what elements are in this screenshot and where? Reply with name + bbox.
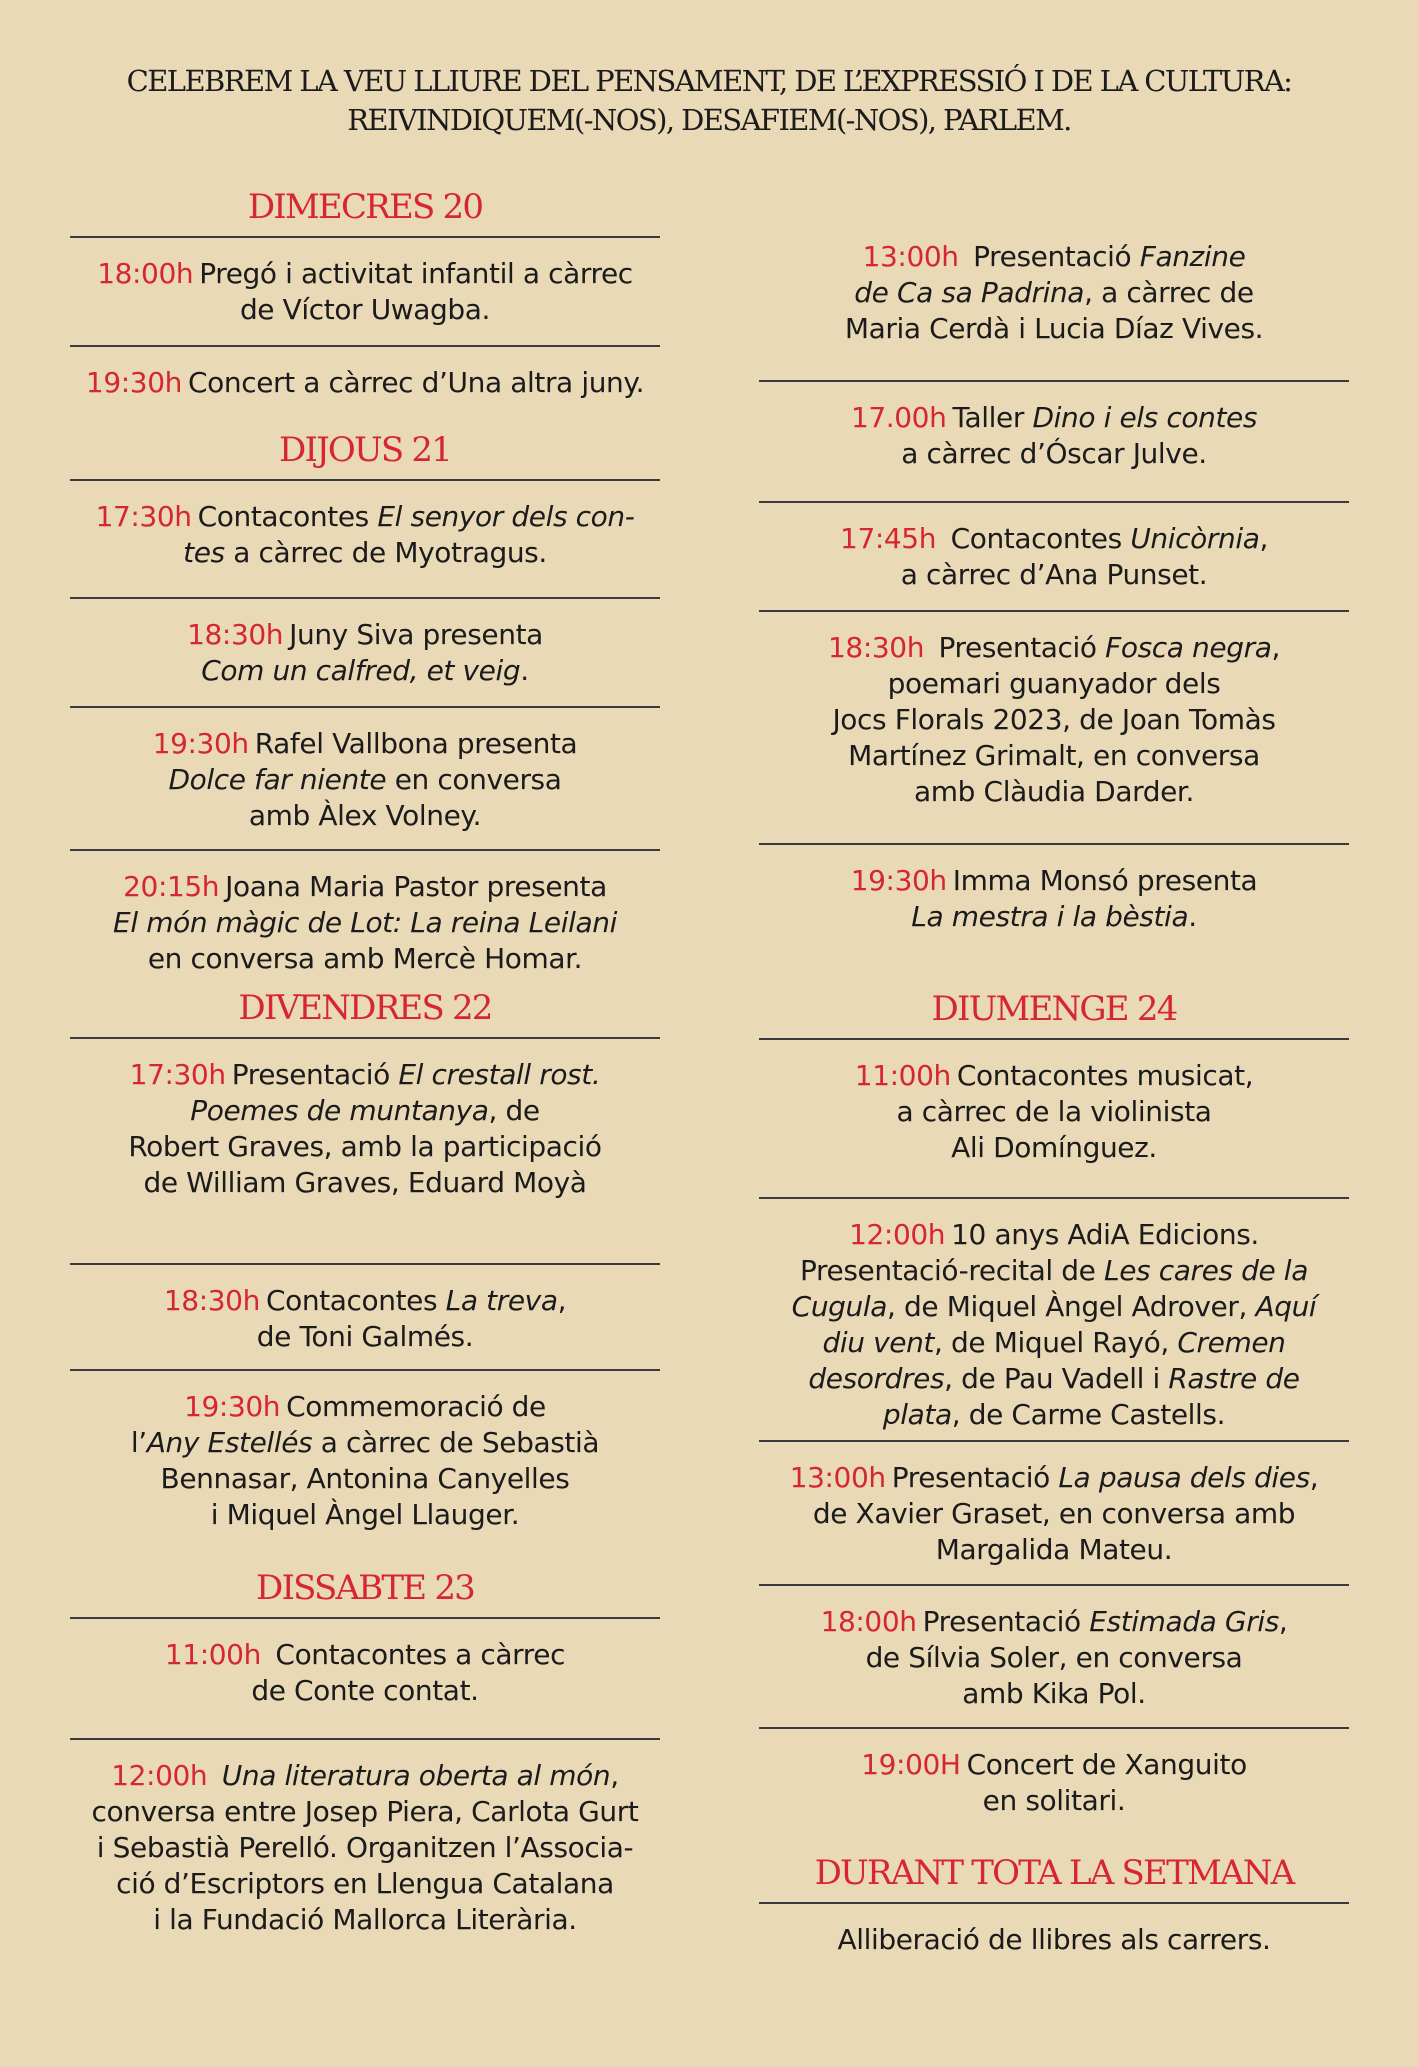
event-line xyxy=(70,1319,660,1355)
event-line xyxy=(759,1130,1349,1166)
event-line xyxy=(759,1532,1349,1568)
event-entry xyxy=(70,1039,660,1265)
event-text: , de Carme Castells. xyxy=(951,1398,1226,1431)
event-line xyxy=(759,239,1349,275)
event-title-italic: Unicòrnia xyxy=(1130,522,1260,555)
event-text: a càrrec de Myotragus. xyxy=(224,536,547,569)
event-time: 18:30h xyxy=(187,618,284,651)
event-line xyxy=(759,1604,1349,1640)
event-time: 18:00h xyxy=(97,257,194,290)
event-text: de Xavier Graset, en conversa amb xyxy=(812,1497,1296,1530)
event-line xyxy=(759,1289,1349,1325)
event-text: de William Graves, Eduard Moyà xyxy=(143,1166,587,1199)
event-entry xyxy=(759,1040,1349,1199)
event-line xyxy=(759,1397,1349,1433)
event-text: Bennasar, Antonina Canyelles xyxy=(160,1462,570,1495)
event-text: . xyxy=(1188,900,1197,933)
event-line xyxy=(70,499,660,535)
event-line xyxy=(70,1497,660,1533)
event-line xyxy=(759,557,1349,593)
event-entry xyxy=(759,382,1349,503)
event-text: Maria Cerdà i Lucia Díaz Vives. xyxy=(844,312,1264,345)
event-entry xyxy=(759,1199,1349,1442)
event-time: 17:30h xyxy=(129,1058,226,1091)
event-text: Presentació xyxy=(891,1461,1059,1494)
event-text: , xyxy=(1278,1605,1288,1638)
event-title-italic: Les cares de la xyxy=(1104,1254,1308,1287)
event-line xyxy=(70,905,660,941)
schedule-column-left xyxy=(70,178,660,1940)
event-text: Alliberació de llibres als carrers. xyxy=(837,1923,1271,1956)
event-text: , xyxy=(557,1284,567,1317)
event-text: Contacontes xyxy=(197,500,378,533)
event-line xyxy=(759,1460,1349,1496)
event-text: Juny Siva presenta xyxy=(289,618,543,651)
event-line xyxy=(759,666,1349,702)
event-line xyxy=(70,617,660,653)
event-text: , de Miquel Rayó, xyxy=(934,1326,1178,1359)
event-entry xyxy=(70,1740,660,1940)
event-line xyxy=(70,1129,660,1165)
event-line xyxy=(70,1389,660,1425)
event-text: Robert Graves, amb la participació xyxy=(128,1130,602,1163)
event-line xyxy=(70,1093,660,1129)
event-line xyxy=(759,1094,1349,1130)
intro-line-1: CELEBREM LA VEU LLIURE DEL PENSAMENT, DE L’EXPRESSIÓ I DE LA CULTURA: xyxy=(126,64,1292,98)
event-title-italic: Cugula xyxy=(791,1290,888,1323)
event-title-italic: La treva xyxy=(445,1284,558,1317)
event-title-italic: El senyor dels con- xyxy=(377,500,635,533)
event-text: Jocs Florals 2023, de Joan Tomàs xyxy=(832,703,1276,736)
event-time: 19:00H xyxy=(861,1748,961,1781)
event-entry xyxy=(70,599,660,708)
event-line xyxy=(759,1640,1349,1676)
event-text: en conversa amb Mercè Homar. xyxy=(147,942,583,975)
event-line xyxy=(70,798,660,834)
event-time: 17:30h xyxy=(95,500,192,533)
event-title-italic: La mestra i la bèstia xyxy=(911,900,1189,933)
event-title-italic: El crestall rost. xyxy=(398,1058,601,1091)
event-text: de Víctor Uwagba. xyxy=(239,293,491,326)
event-line xyxy=(759,738,1349,774)
event-title-italic: Estimada Gris xyxy=(1089,1605,1279,1638)
event-entry xyxy=(759,1586,1349,1729)
event-line xyxy=(70,1165,660,1201)
event-line xyxy=(759,1922,1349,1958)
event-line xyxy=(70,1637,660,1673)
event-line xyxy=(70,1866,660,1902)
event-text: Commemoració de xyxy=(286,1390,546,1423)
event-text: amb Kika Pol. xyxy=(962,1677,1146,1710)
event-line xyxy=(70,1461,660,1497)
event-title-italic: Com un calfred, et veig xyxy=(201,654,521,687)
event-text: i Miquel Àngel Llauger. xyxy=(210,1498,520,1531)
event-title-italic: Any Estellés xyxy=(146,1426,313,1459)
event-text: , de xyxy=(488,1094,540,1127)
event-line xyxy=(70,1830,660,1866)
event-text: a càrrec de Sebastià xyxy=(312,1426,600,1459)
event-line xyxy=(759,1496,1349,1532)
event-text: i la Fundació Mallorca Literària. xyxy=(153,1903,577,1936)
event-entry xyxy=(759,1904,1349,1964)
event-title-italic: Dolce far niente xyxy=(168,763,387,796)
event-text: ció d’Escriptors en Llengua Catalana xyxy=(116,1867,614,1900)
event-entry xyxy=(70,347,660,421)
event-line xyxy=(759,702,1349,738)
intro-heading xyxy=(0,62,1418,140)
event-line xyxy=(70,1673,660,1709)
event-line xyxy=(759,400,1349,436)
day-heading: DIJOUS 21 xyxy=(70,421,660,481)
event-text: Imma Monsó presenta xyxy=(952,864,1258,897)
event-text: amb Àlex Volney. xyxy=(248,799,482,832)
event-line xyxy=(70,1425,660,1461)
event-entry xyxy=(70,1371,660,1559)
event-entry xyxy=(70,1265,660,1371)
event-line xyxy=(70,1758,660,1794)
event-time: 13:00h xyxy=(862,240,968,273)
event-line xyxy=(759,1783,1349,1819)
event-line xyxy=(70,1902,660,1938)
event-text: Rafel Vallbona presenta xyxy=(254,727,578,760)
event-title-italic: Fanzine xyxy=(1139,240,1246,273)
event-text: a càrrec d’Ana Punset. xyxy=(900,558,1208,591)
event-text: Pregó i activitat infantil a càrrec xyxy=(199,257,633,290)
event-text: , de Miquel Àngel Adrover, xyxy=(887,1290,1256,1323)
event-line xyxy=(70,535,660,571)
event-text: de Conte contat. xyxy=(251,1674,479,1707)
event-line xyxy=(759,863,1349,899)
event-line xyxy=(70,256,660,292)
day-heading: DIVENDRES 22 xyxy=(70,979,660,1039)
event-line xyxy=(759,1058,1349,1094)
event-text: i Sebastià Perelló. Organitzen l’Associa- xyxy=(96,1831,634,1864)
event-line xyxy=(759,311,1349,347)
event-time: 11:00h xyxy=(164,1638,270,1671)
event-text: , xyxy=(1271,631,1280,664)
event-time: 17:45h xyxy=(840,522,945,555)
day-heading: DIMECRES 20 xyxy=(70,178,660,238)
event-text: Concert a càrrec d’Una altra juny. xyxy=(187,366,645,399)
event-line xyxy=(70,292,660,328)
event-title-italic: desordres xyxy=(808,1362,945,1395)
event-line xyxy=(759,774,1349,810)
event-text: Martínez Grimalt, en conversa xyxy=(848,739,1260,772)
event-line xyxy=(70,941,660,977)
event-text: l’ xyxy=(130,1426,147,1459)
event-entry xyxy=(759,845,1349,980)
event-line xyxy=(70,1283,660,1319)
event-line xyxy=(759,1325,1349,1361)
event-time: 13:00h xyxy=(789,1461,886,1494)
event-text: en conversa xyxy=(386,763,562,796)
event-text: Presentació xyxy=(922,1605,1090,1638)
event-line xyxy=(759,521,1349,557)
event-text: Contacontes musicat, xyxy=(956,1059,1254,1092)
event-text: , xyxy=(1309,1461,1319,1494)
event-title-italic: tes xyxy=(183,536,225,569)
event-time: 18:00h xyxy=(820,1605,917,1638)
event-time: 19:30h xyxy=(850,864,947,897)
day-heading: DISSABTE 23 xyxy=(70,1559,660,1619)
event-text: , xyxy=(1259,522,1268,555)
event-line xyxy=(759,436,1349,472)
event-title-italic: Una literatura oberta al món xyxy=(221,1759,611,1792)
event-entry xyxy=(759,233,1349,382)
event-title-italic: Dino i els contes xyxy=(1032,401,1258,434)
event-entry xyxy=(759,503,1349,612)
event-line xyxy=(759,275,1349,311)
event-line xyxy=(70,726,660,762)
event-title-italic: Fosca negra xyxy=(1105,631,1272,664)
event-text: Contacontes xyxy=(950,522,1131,555)
event-line xyxy=(70,1794,660,1830)
intro-line-2: REIVINDIQUEM(-NOS), DESAFIEM(-NOS), PARLEM. xyxy=(347,103,1071,137)
event-line xyxy=(759,1676,1349,1712)
event-text: Contacontes a càrrec xyxy=(275,1638,566,1671)
event-time: 19:30h xyxy=(152,727,249,760)
event-text: , xyxy=(610,1759,619,1792)
event-line xyxy=(759,899,1349,935)
event-title-italic: de Ca sa Padrina xyxy=(854,276,1085,309)
event-line xyxy=(70,762,660,798)
event-line xyxy=(759,1361,1349,1397)
event-time: 19:30h xyxy=(184,1390,281,1423)
event-text: , de Pau Vadell i xyxy=(944,1362,1169,1395)
event-text: Margalida Mateu. xyxy=(935,1533,1173,1566)
day-heading: DURANT TOTA LA SETMANA xyxy=(759,1844,1349,1904)
day-heading: DIUMENGE 24 xyxy=(759,980,1349,1040)
schedule-column-right xyxy=(759,233,1349,1964)
event-text: a càrrec de la violinista xyxy=(896,1095,1212,1128)
event-title-italic: Poemes de muntanya xyxy=(190,1094,489,1127)
event-entry xyxy=(759,1442,1349,1586)
event-text: a càrrec d’Óscar Julve. xyxy=(901,437,1207,470)
event-line xyxy=(70,869,660,905)
event-title-italic: La pausa dels dies xyxy=(1058,1461,1310,1494)
event-text: 10 anys AdiA Edicions. xyxy=(951,1218,1259,1251)
event-entry xyxy=(70,851,660,979)
event-text: Concert de Xanguito xyxy=(966,1748,1247,1781)
event-text: Contacontes xyxy=(265,1284,446,1317)
event-line xyxy=(759,1217,1349,1253)
event-title-italic: El món màgic de Lot: La reina Leilani xyxy=(113,906,617,939)
event-line xyxy=(70,365,660,401)
event-text: de Sílvia Soler, en conversa xyxy=(865,1641,1243,1674)
event-title-italic: diu vent xyxy=(822,1326,934,1359)
event-entry xyxy=(70,481,660,599)
event-title-italic: Aquí xyxy=(1255,1290,1317,1323)
event-text: Presentació xyxy=(973,240,1140,273)
event-title-italic: plata xyxy=(882,1398,952,1431)
event-title-italic: Rastre de xyxy=(1168,1362,1300,1395)
event-text: en solitari. xyxy=(982,1784,1126,1817)
event-time: 12:00h xyxy=(849,1218,946,1251)
event-time: 17.00h xyxy=(850,401,947,434)
event-line xyxy=(759,1747,1349,1783)
event-line xyxy=(70,653,660,689)
event-time: 20:15h xyxy=(123,870,220,903)
event-entry xyxy=(70,1619,660,1740)
event-line xyxy=(759,1253,1349,1289)
event-text: de Toni Galmés. xyxy=(256,1320,474,1353)
event-text: Ali Domínguez. xyxy=(951,1131,1157,1164)
event-line xyxy=(759,630,1349,666)
event-text: poemari guanyador dels xyxy=(887,667,1221,700)
event-title-italic: Cremen xyxy=(1177,1326,1286,1359)
event-text: Presentació xyxy=(231,1058,399,1091)
event-entry xyxy=(70,708,660,851)
event-text: . xyxy=(520,654,529,687)
event-text: amb Clàudia Darder. xyxy=(914,775,1194,808)
event-text: Taller xyxy=(952,401,1033,434)
event-time: 19:30h xyxy=(85,366,182,399)
event-text: Joana Maria Pastor presenta xyxy=(225,870,607,903)
event-time: 11:00h xyxy=(854,1059,951,1092)
event-entry xyxy=(70,238,660,347)
event-line xyxy=(70,1057,660,1093)
event-text: Presentació-recital de xyxy=(800,1254,1105,1287)
event-time: 12:00h xyxy=(111,1759,216,1792)
event-time: 18:30h xyxy=(163,1284,260,1317)
event-time: 18:30h xyxy=(828,631,933,664)
event-entry xyxy=(759,1729,1349,1844)
event-text: Presentació xyxy=(938,631,1106,664)
event-entry xyxy=(759,612,1349,845)
event-text: conversa entre Josep Piera, Carlota Gurt xyxy=(91,1795,639,1828)
event-text: , a càrrec de xyxy=(1084,276,1254,309)
